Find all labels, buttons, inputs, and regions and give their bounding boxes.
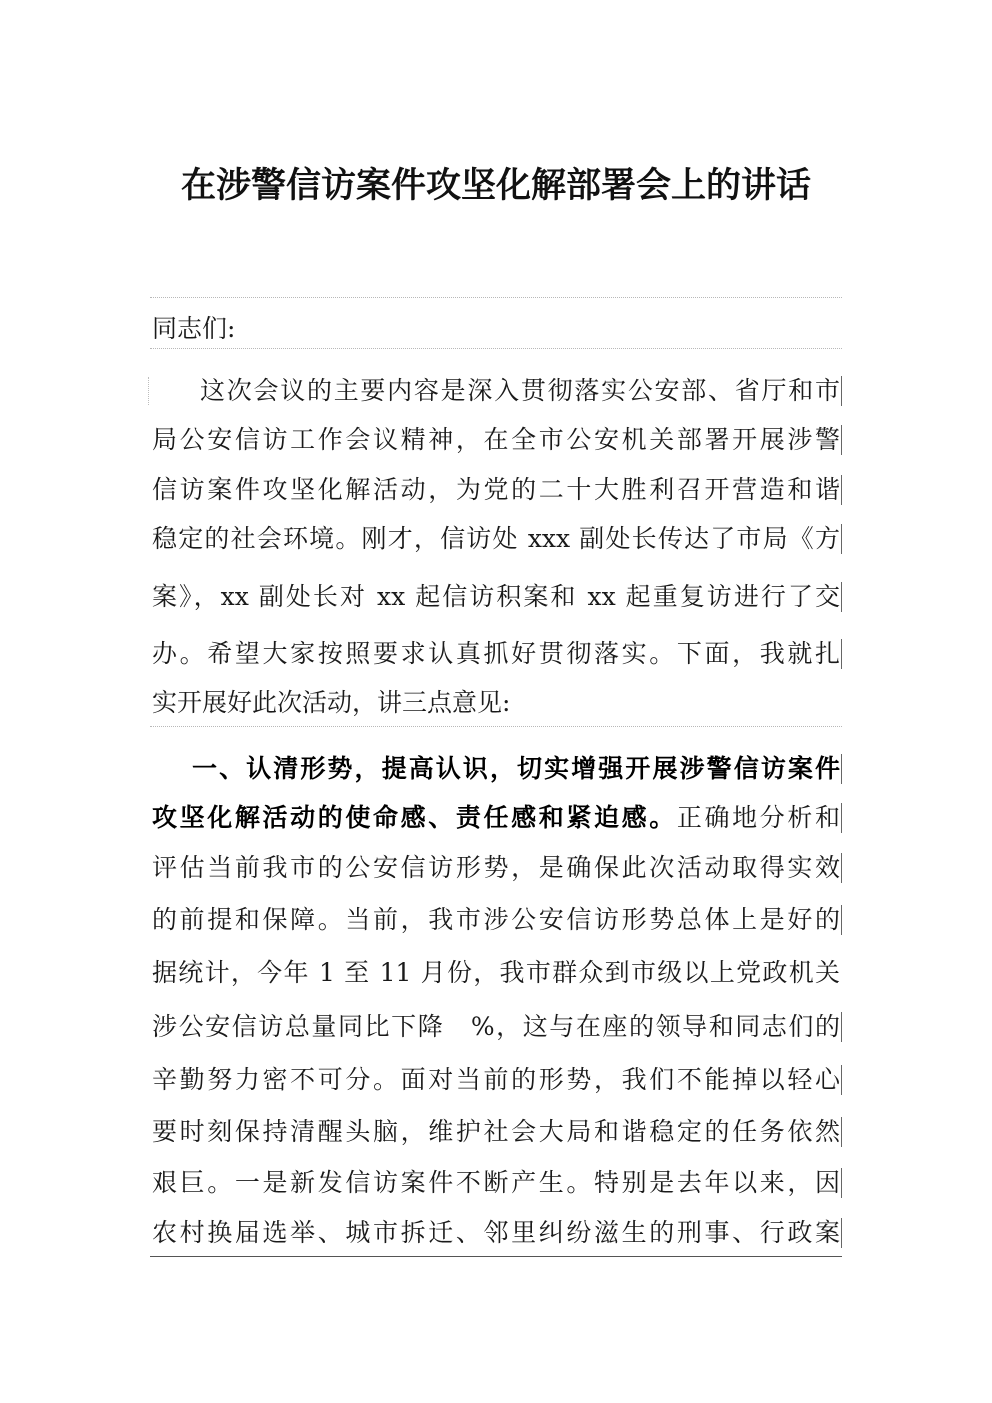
right-margin-bar [841,1117,842,1147]
section-1-line: 要时刻保持清醒头脑，维护社会大局和谐稳定的任务依然 [152,1117,840,1146]
paragraph-1-line: 案》，xx 副处长对 xx 起信访积案和 xx 起重复访进行了交 [152,582,840,611]
document-title: 在涉警信访案件攻坚化解部署会上的讲话 [180,165,811,206]
page-bottom-rule [150,1256,842,1257]
left-margin-mark [148,377,149,405]
section-1-line: 评估当前我市的公安信访形势，是确保此次活动取得实效 [152,853,840,882]
paragraph-divider [150,726,842,727]
right-margin-bar [841,639,842,669]
salutation-bottom-divider [150,348,842,349]
right-margin-bar [841,803,842,833]
paragraph-1-line: 稳定的社会环境。刚才，信访处 xxx 副处长传达了市局《方 [152,524,840,553]
salutation: 同志们: [152,314,236,343]
section-1-heading-rest: 正确地分析和 [676,803,840,832]
right-margin-bar [841,1065,842,1095]
paragraph-1-line: 实开展好此次活动，讲三点意见: [152,688,511,717]
paragraph-1-line: 办。希望大家按照要求认真抓好贯彻落实。下面，我就扎 [152,639,840,668]
right-margin-bar [841,582,842,612]
section-1-line: 涉公安信访总量同比下降 %，这与在座的领导和同志们的 [152,1012,840,1041]
right-margin-bar [841,1012,842,1042]
right-margin-bar [841,376,842,406]
section-1-line: 据统计，今年 1 至 11 月份，我市群众到市级以上党政机关 [152,958,840,987]
paragraph-1-line: 局公安信访工作会议精神，在全市公安机关部署开展涉警 [152,425,840,454]
section-1-line: 农村换届选举、城市拆迁、邻里纠纷滋生的刑事、行政案 [152,1218,840,1247]
right-margin-bar [841,475,842,505]
paragraph-1-line: 这次会议的主要内容是深入贯彻落实公安部、省厅和市 [200,376,840,405]
right-margin-bar [841,1218,842,1248]
section-1-heading-bold: 攻坚化解活动的使命感、责任感和紧迫感。 [152,803,677,832]
section-1-heading: 一、认清形势，提高认识，切实增强开展涉警信访案件 [192,754,840,783]
paragraph-1-line: 信访案件攻坚化解活动，为党的二十大胜利召开营造和谐 [152,475,840,504]
right-margin-bar [841,1168,842,1198]
section-1-line: 辛勤努力密不可分。面对当前的形势，我们不能掉以轻心 [152,1065,840,1094]
right-margin-bar [841,853,842,883]
right-margin-bar [841,754,842,784]
salutation-top-divider [150,297,842,298]
right-margin-bar [841,524,842,554]
right-margin-bar [841,425,842,455]
section-1-line: 的前提和保障。当前，我市涉公安信访形势总体上是好的 [152,905,840,934]
right-margin-bar [841,905,842,935]
section-1-line: 艰巨。一是新发信访案件不断产生。特别是去年以来，因 [152,1168,840,1197]
section-1-heading-line-2 [152,801,840,835]
